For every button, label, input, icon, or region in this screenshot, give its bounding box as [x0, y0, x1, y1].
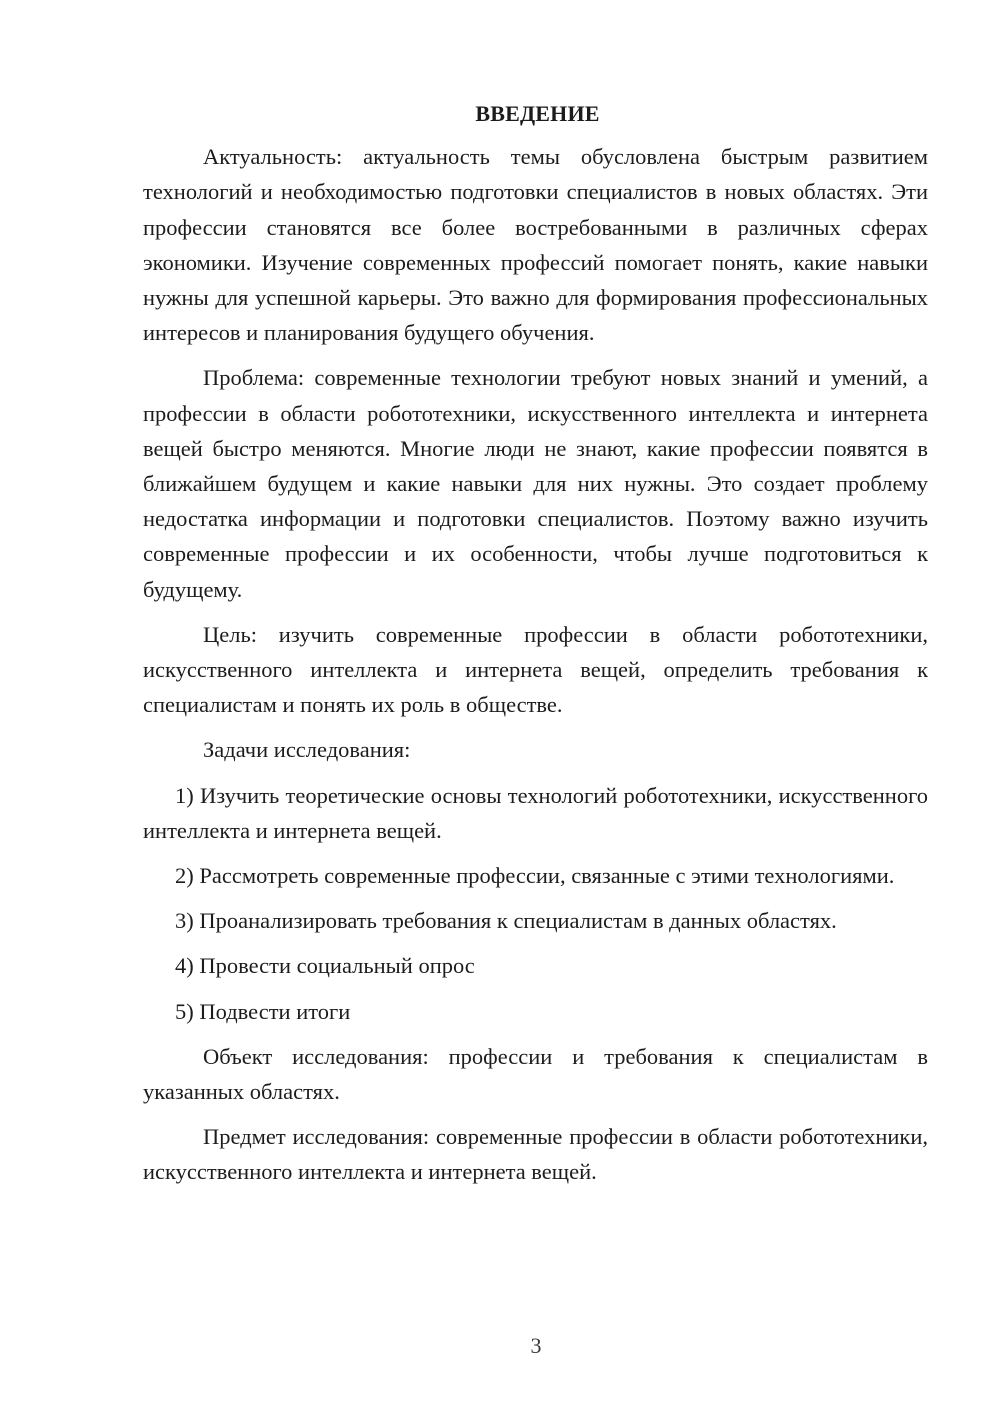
- task-item-3: 3) Проанализировать требования к специалистам в данных областях.: [175, 908, 837, 934]
- task-item-4: 4) Провести социальный опрос: [175, 953, 475, 979]
- document-body: [143, 96, 928, 1200]
- task-item-1: 1) Изучить теоретические основы технологий робототехники, искусственного интеллекта и интернета вещей.: [143, 782, 928, 843]
- section-title: ВВЕДЕНИЕ: [475, 101, 600, 126]
- paragraph-goal: Цель: изучить современные профессии в области робототехники, искусственного интеллекта и интернета вещей, определить требования к специалистам и понять их роль в обществе.: [143, 621, 928, 718]
- paragraph-subject: Предмет исследования: современные профессии в области робототехники, искусственного интеллекта и интернета вещей.: [143, 1124, 928, 1185]
- paragraph-object: Объект исследования: профессии и требования к специалистам в указанных областях.: [143, 1043, 928, 1105]
- task-item-5: 5) Подвести итоги: [175, 998, 351, 1024]
- tasks-heading: Задачи исследования:: [203, 737, 411, 763]
- task-item-2: 2) Рассмотреть современные профессии, связанные с этими технологиями.: [175, 863, 895, 889]
- paragraph-problem: Проблема: современные технологии требуют новых знаний и умений, а профессии в области робототехники, искусственного интеллекта и интернета вещей быстро меняются. Многие люди не знают, какие профессии появятся в ближайшем будущем и какие навыки для них нужны. Это создает проблему недостатка информации и подготовки специалистов. Поэтому важно изучить современные профессии и их особенности, чтобы лучше подготовиться к будущему.: [143, 365, 928, 602]
- paragraph-relevance: Актуальность: актуальность темы обусловлена быстрым развитием технологий и необходимостью подготовки специалистов в новых областях. Эти профессии становятся все более востребованными в различных сферах экономики. Изучение современных профессий помогает понять, какие навыки нужны для успешной карьеры. Это важно для формирования профессиональных интересов и планирования будущего обучения.: [143, 144, 928, 346]
- page-number: 3: [530, 1333, 542, 1358]
